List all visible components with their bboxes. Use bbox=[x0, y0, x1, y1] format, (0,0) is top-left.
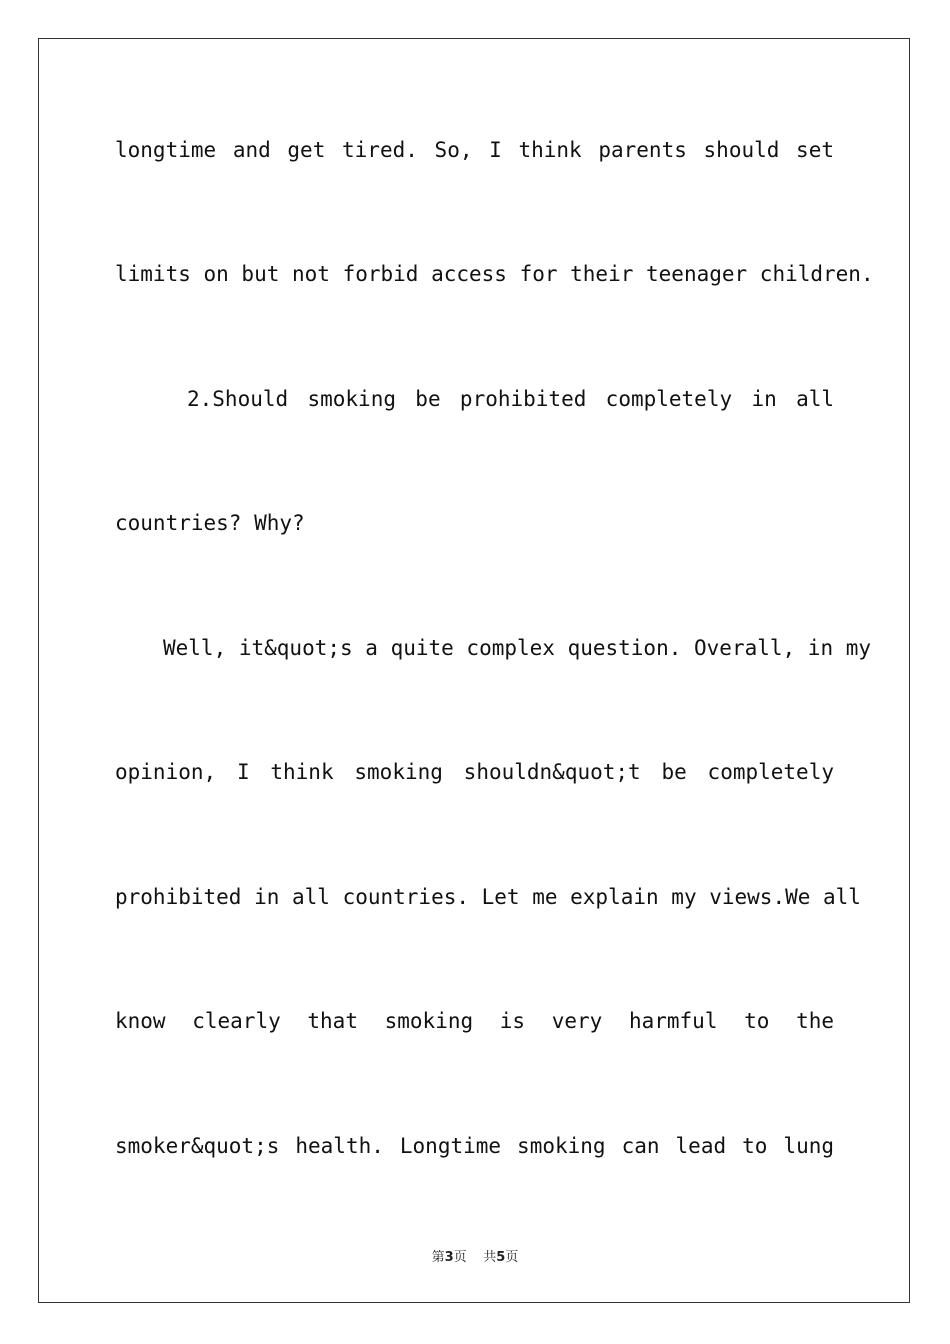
text-line-paragraph-start: Well, it&quot;s a quite complex question. Overall, in my bbox=[163, 636, 872, 660]
page-border bbox=[38, 38, 910, 1303]
total-suffix: 页 bbox=[505, 1250, 519, 1265]
text-line: opinion, I think smoking shouldn&quot;t be completely bbox=[115, 760, 834, 784]
total-prefix: 共 bbox=[483, 1250, 497, 1265]
page-suffix: 页 bbox=[453, 1250, 467, 1265]
total-page-number: 5 bbox=[496, 1250, 506, 1265]
text-line: longtime and get tired. So, I think parents should set bbox=[115, 138, 834, 162]
text-line: limits on but not forbid access for their teenager children. bbox=[115, 262, 874, 286]
text-line: prohibited in all countries. Let me explain my views.We all bbox=[115, 885, 861, 909]
current-page-number: 3 bbox=[444, 1250, 454, 1265]
text-line: know clearly that smoking is very harmful to the bbox=[115, 1009, 834, 1033]
page-prefix: 第 bbox=[431, 1250, 445, 1265]
text-line: countries? Why? bbox=[115, 511, 305, 535]
text-line: smoker&quot;s health. Longtime smoking can lead to lung bbox=[115, 1134, 834, 1158]
text-line-numbered-question: 2.Should smoking be prohibited completely in all bbox=[187, 387, 834, 411]
page-footer bbox=[0, 1246, 950, 1265]
